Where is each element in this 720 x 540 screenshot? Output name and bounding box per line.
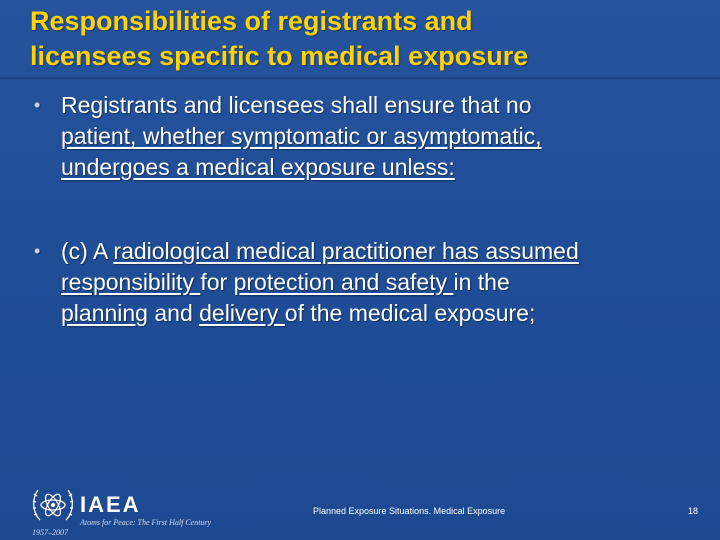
bullet-2-prefix: (c) A — [61, 238, 114, 264]
bullet-1-line-1: Registrants and licensees shall ensure that no — [61, 92, 532, 118]
bullet-2-text-segment: of the medical exposure; — [284, 300, 536, 326]
underlined-term: protection and safety — [233, 269, 454, 295]
underlined-term: delivery — [199, 300, 285, 326]
underlined-term: responsibility — [61, 269, 201, 295]
iaea-tagline: Atoms for Peace: The First Half Century — [80, 518, 212, 527]
atom-wreath-icon — [30, 484, 76, 528]
underlined-term: radiological medical practitioner has assumed — [113, 238, 579, 264]
bullet-marker-icon: • — [34, 241, 41, 261]
bullet-1-text — [61, 90, 701, 183]
iaea-wordmark: IAEA — [80, 492, 141, 517]
footer-text: Planned Exposure Situations. Medical Exposure — [313, 506, 506, 516]
bullet-marker-icon: • — [34, 95, 41, 115]
iaea-years: 1957–2007 — [32, 528, 68, 537]
bullet-2-text-segment: for — [200, 269, 234, 295]
bullet-2-text-segment: in the — [453, 269, 510, 295]
bullet-2-line-3 — [61, 298, 701, 329]
bullet-2-line-1 — [61, 236, 701, 267]
bullet-2-text-segment: and — [147, 300, 200, 326]
bullet-1-line-3: undergoes a medical exposure unless: — [61, 154, 455, 180]
underlined-term: planning — [61, 300, 148, 326]
iaea-logo — [30, 484, 220, 538]
bullet-1-line-2: patient, whether symptomatic or asymptomatic, — [61, 123, 542, 149]
slide-title — [30, 4, 700, 74]
title-divider — [0, 77, 720, 79]
bullet-2-text — [61, 236, 701, 329]
slide-title-line-1: Responsibilities of registrants and — [30, 6, 473, 36]
page-number: 18 — [688, 506, 699, 516]
bullet-2-line-2 — [61, 267, 701, 298]
slide-title-line-2: licensees specific to medical exposure — [30, 41, 529, 71]
